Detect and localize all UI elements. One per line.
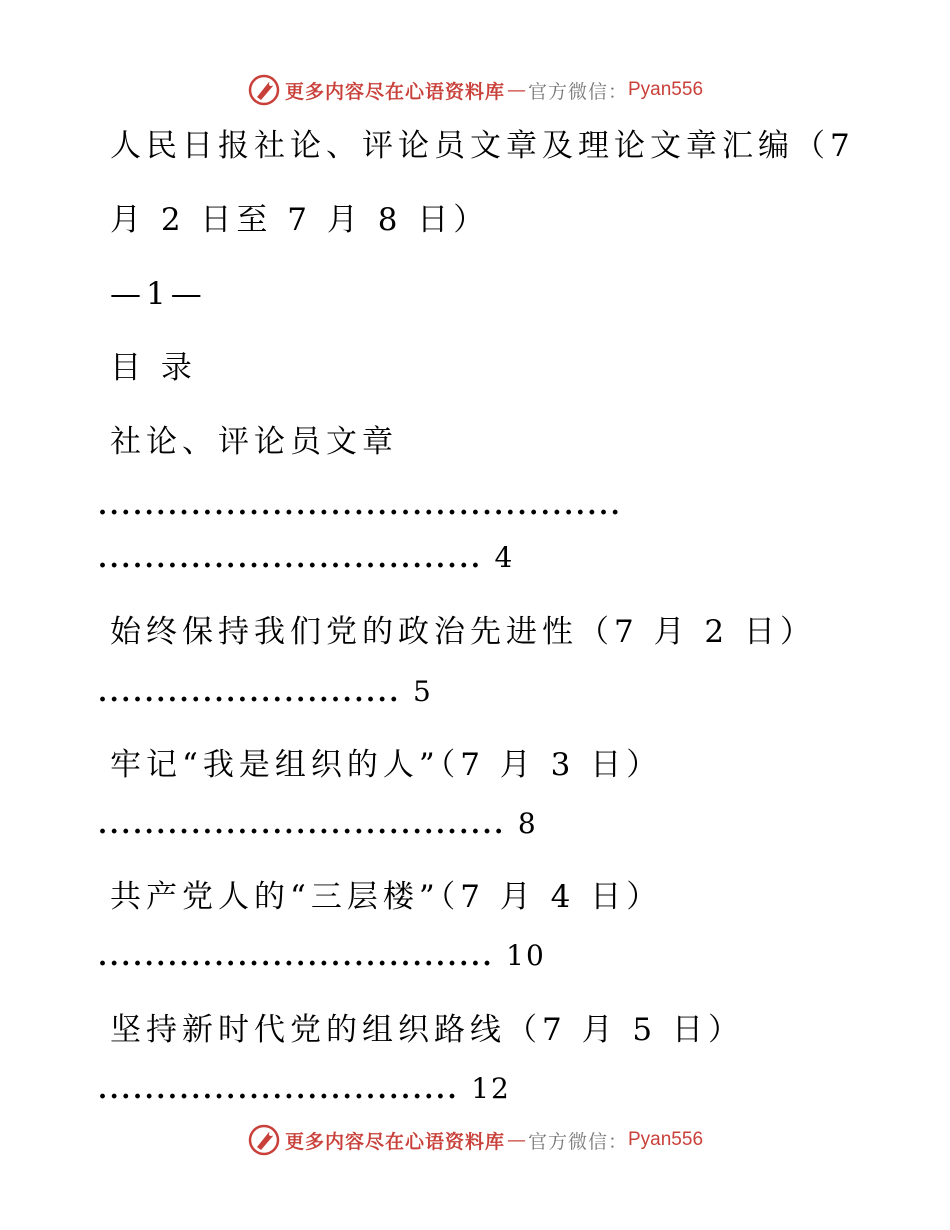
document-title-line-1: 人民日报社论、评论员文章及理论文章汇编（7 [110, 128, 855, 164]
toc-leader: ................................... [98, 810, 506, 840]
watermark-separator: — [506, 1129, 526, 1151]
pen-logo-icon [247, 1123, 281, 1157]
toc-entry-title[interactable]: 始终保持我们党的政治先进性（7 月 2 日） [110, 614, 817, 650]
header-watermark [0, 72, 950, 108]
watermark-wechat-id: Pyan556 [628, 1129, 704, 1150]
toc-entry-title[interactable]: 坚持新时代党的组织路线（7 月 5 日） [110, 1012, 745, 1048]
toc-page-number: 12 [471, 1072, 511, 1105]
footer-watermark [0, 1122, 950, 1158]
toc-leader: ................................. [98, 544, 483, 574]
toc-leader: ............................... [98, 1075, 460, 1105]
watermark-wechat-id: Pyan556 [628, 79, 704, 100]
toc-entry-leader-row [98, 806, 538, 843]
watermark-wechat-label: 官方微信： [527, 1130, 628, 1153]
toc-page-number: 5 [412, 675, 433, 708]
toc-entry-title[interactable]: 牢记“我是组织的人”（7 月 3 日） [110, 747, 663, 783]
toc-leader: .................................. [98, 942, 495, 972]
pen-logo-icon [247, 73, 281, 107]
toc-entry-leader-row [98, 938, 546, 975]
toc-leader: .......................... [98, 678, 401, 708]
document-title-line-2: 月 2 日至 7 月 8 日） [110, 202, 490, 238]
toc-entry-title[interactable]: 共产党人的“三层楼”（7 月 4 日） [110, 879, 663, 915]
toc-section-title: 社论、评论员文章 [110, 424, 398, 460]
toc-page-number: 8 [517, 807, 538, 840]
toc-entry-section[interactable] [98, 540, 514, 577]
watermark-separator: — [506, 79, 526, 101]
toc-leader-full: ............................................. [98, 491, 623, 521]
toc-page-number: 10 [506, 939, 546, 972]
toc-entry-leader-row [98, 1071, 511, 1108]
watermark-wechat-label: 官方微信： [527, 80, 628, 103]
watermark-brand: 更多内容尽在心语资料库 [284, 80, 505, 103]
toc-heading: 目 录 [110, 350, 197, 386]
page-marker: —1— [110, 276, 207, 312]
watermark-brand: 更多内容尽在心语资料库 [284, 1130, 505, 1153]
toc-page-number: 4 [494, 541, 515, 574]
toc-entry-leader-row [98, 674, 433, 711]
